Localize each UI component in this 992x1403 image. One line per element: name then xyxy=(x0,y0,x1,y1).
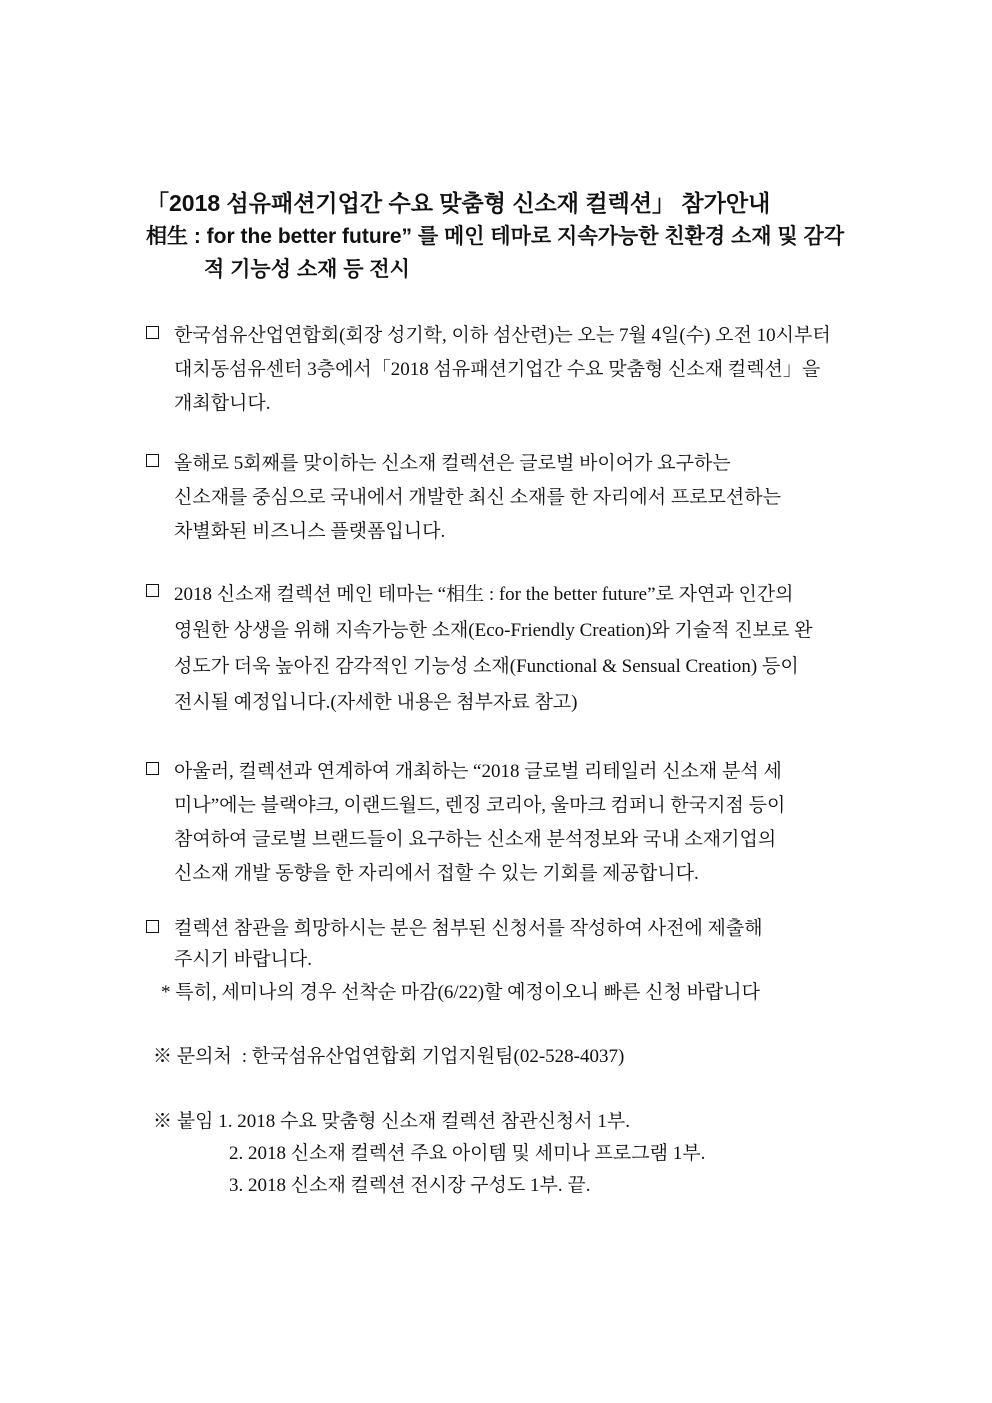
checkbox-icon xyxy=(146,584,159,597)
paragraph-line: 한국섬유산업연합회(회장 성기학, 이하 섬산련)는 오는 7월 4일(수) 오전 10시부터 xyxy=(174,325,831,346)
checkbox-icon xyxy=(146,326,159,339)
paragraph-line: 주시기 바랍니다. xyxy=(174,949,312,970)
checkbox-icon xyxy=(146,454,159,467)
attachments-label: ※ 붙임 xyxy=(153,1111,214,1132)
paragraph-line: 차별화된 비즈니스 플랫폼입니다. xyxy=(174,521,446,542)
document-subtitle xyxy=(146,220,866,286)
subtitle-line: 相生 : for the better future” 를 메인 테마로 지속가능한 친환경 소재 및 감각 xyxy=(146,225,845,248)
paragraph-line: 올해로 5회째를 맞이하는 신소재 컬렉션은 글로벌 바이어가 요구하는 xyxy=(174,453,731,474)
paragraph-line: 영원한 상생을 위해 지속가능한 소재(Eco-Friendly Creation)와 기술적 진보로 완 xyxy=(174,620,813,641)
bullet-item xyxy=(146,577,852,721)
paragraph-line: 미나”에는 블랙야크, 이랜드월드, 렌징 코리아, 울마크 컴퍼니 한국지점 등이 xyxy=(174,795,786,816)
document-title: 「2018 섬유패션기업간 수요 맞춤형 신소재 컬렉션」 참가안내 xyxy=(146,190,771,216)
attachments xyxy=(153,1106,705,1202)
attachment-item: 1. 2018 수요 맞춤형 신소재 컬렉션 참관신청서 1부. xyxy=(218,1111,630,1132)
paragraph-line: 대치동섬유센터 3층에서「2018 섬유패션기업간 수요 맞춤형 신소재 컬렉션」을 xyxy=(174,359,821,380)
bullet-item xyxy=(146,913,852,975)
contact-info xyxy=(153,1042,624,1072)
paragraph-line: 성도가 더욱 높아진 감각적인 기능성 소재(Functional & Sensual Creation) 등이 xyxy=(174,656,799,677)
paragraph-line: 전시될 예정입니다.(자세한 내용은 첨부자료 참고) xyxy=(174,692,578,713)
bullet-item xyxy=(146,755,852,891)
paragraph-line: 2018 신소재 컬렉션 메인 테마는 “相生 : for the better future”로 자연과 인간의 xyxy=(174,584,794,605)
checkbox-icon xyxy=(146,920,159,933)
attachment-item: 2. 2018 신소재 컬렉션 주요 아이템 및 세미나 프로그램 1부. xyxy=(229,1143,706,1164)
bullet-item xyxy=(146,319,852,421)
checkbox-icon xyxy=(146,762,159,775)
subtitle-line: 적 기능성 소재 등 전시 xyxy=(204,258,410,281)
bullet-item xyxy=(146,447,852,549)
paragraph-line: 참여하여 글로벌 브랜드들이 요구하는 신소재 분석정보와 국내 소재기업의 xyxy=(174,829,777,850)
contact-value: : 한국섬유산업연합회 기업지원팀(02-528-4037) xyxy=(241,1046,625,1067)
seminar-note: * 특히, 세미나의 경우 선착순 마감(6/22)할 예정이오니 빠른 신청 바랍니다 xyxy=(161,982,760,1003)
paragraph-line: 신소재를 중심으로 국내에서 개발한 최신 소재를 한 자리에서 프로모션하는 xyxy=(174,487,781,508)
paragraph-line: 개최합니다. xyxy=(174,393,271,414)
contact-label: ※ 문의처 xyxy=(153,1046,232,1067)
attachment-item: 3. 2018 신소재 컬렉션 전시장 구성도 1부. 끝. xyxy=(229,1175,591,1196)
paragraph-line: 신소재 개발 동향을 한 자리에서 접할 수 있는 기회를 제공합니다. xyxy=(174,863,699,884)
paragraph-line: 컬렉션 참관을 희망하시는 분은 첨부된 신청서를 작성하여 사전에 제출해 xyxy=(174,918,763,939)
paragraph-line: 아울러, 컬렉션과 연계하여 개최하는 “2018 글로벌 리테일러 신소재 분석 세 xyxy=(174,761,782,782)
